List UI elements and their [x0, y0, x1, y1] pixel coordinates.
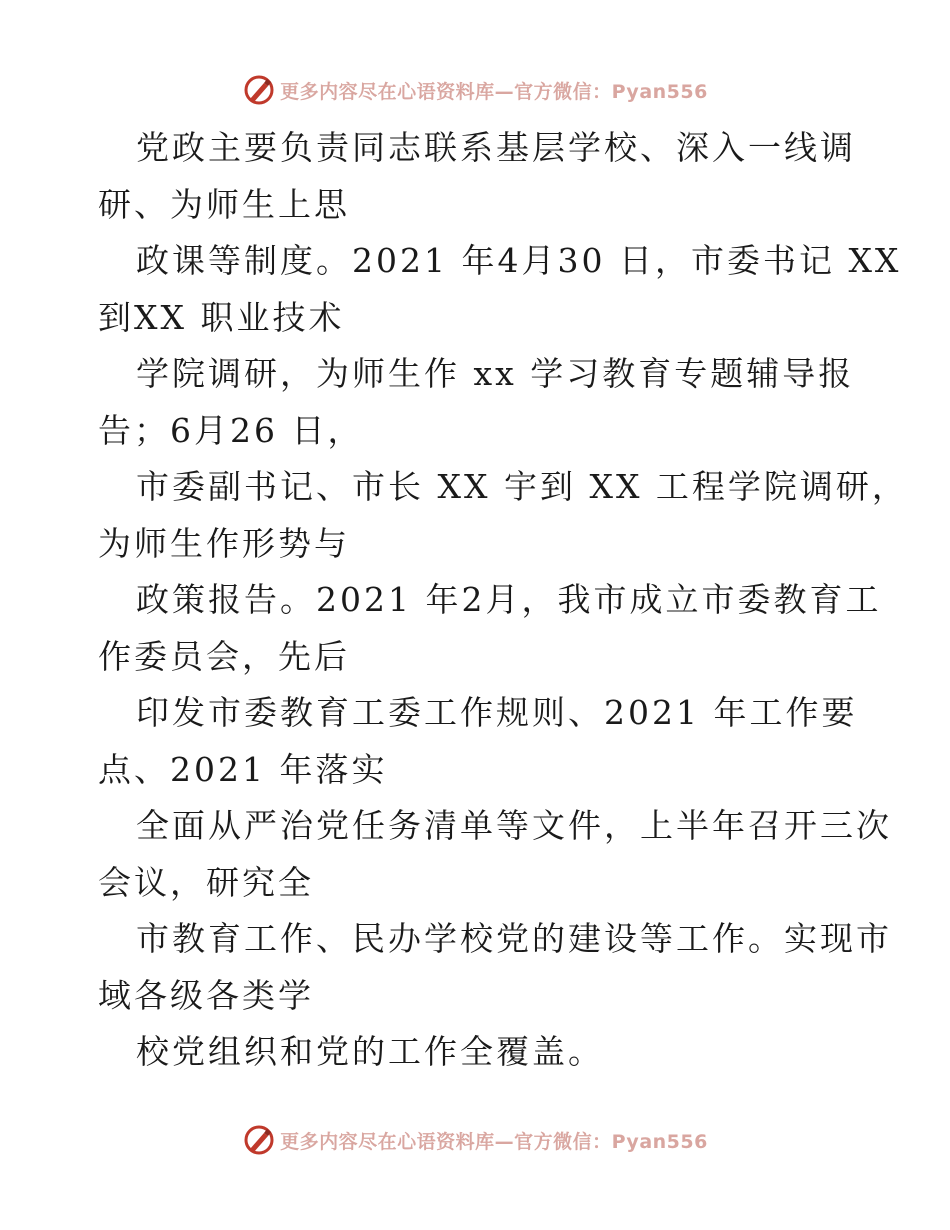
paragraph-line: 学院调研，为师生作 xx 学习教育专题辅导报 — [136, 354, 855, 393]
paragraph-line: 政策报告。2021 年2月，我市成立市委教育工 — [136, 580, 882, 619]
footer-watermark — [0, 1120, 950, 1160]
paragraph-line: 党政主要负责同志联系基层学校、深入一线调 — [136, 128, 856, 167]
document-body — [98, 120, 908, 1081]
paragraph-line: 为师生作形势与 — [98, 523, 350, 563]
paragraph-line: 市委副书记、市长 XX 宇到 XX 工程学院调研， — [136, 467, 908, 506]
paragraph-line: 到XX 职业技术 — [98, 297, 345, 337]
paragraph-line: 告；6月26 日， — [98, 410, 364, 450]
watermark-text: 更多内容尽在心语资料库—官方微信：Pyan556 — [280, 1130, 708, 1153]
paragraph-line: 印发市委教育工委工作规则、2021 年工作要 — [136, 693, 858, 732]
paragraph-line: 研、为师生上思 — [98, 184, 350, 224]
watermark-text: 更多内容尽在心语资料库—官方微信：Pyan556 — [280, 80, 708, 103]
paragraph-line: 点、2021 年落实 — [98, 749, 388, 789]
pen-logo-icon — [242, 73, 276, 107]
paragraph-line: 会议，研究全 — [98, 862, 314, 902]
pen-logo-icon — [242, 1123, 276, 1157]
header-watermark — [0, 70, 950, 110]
paragraph-line: 作委员会，先后 — [98, 636, 350, 676]
paragraph-line: 政课等制度。2021 年4月30 日，市委书记 XX — [136, 241, 902, 280]
paragraph-line: 全面从严治党任务清单等文件，上半年召开三次 — [136, 806, 892, 845]
paragraph-line: 校党组织和党的工作全覆盖。 — [136, 1032, 604, 1071]
paragraph-line: 域各级各类学 — [98, 975, 314, 1015]
paragraph-line: 市教育工作、民办学校党的建设等工作。实现市 — [136, 919, 892, 958]
